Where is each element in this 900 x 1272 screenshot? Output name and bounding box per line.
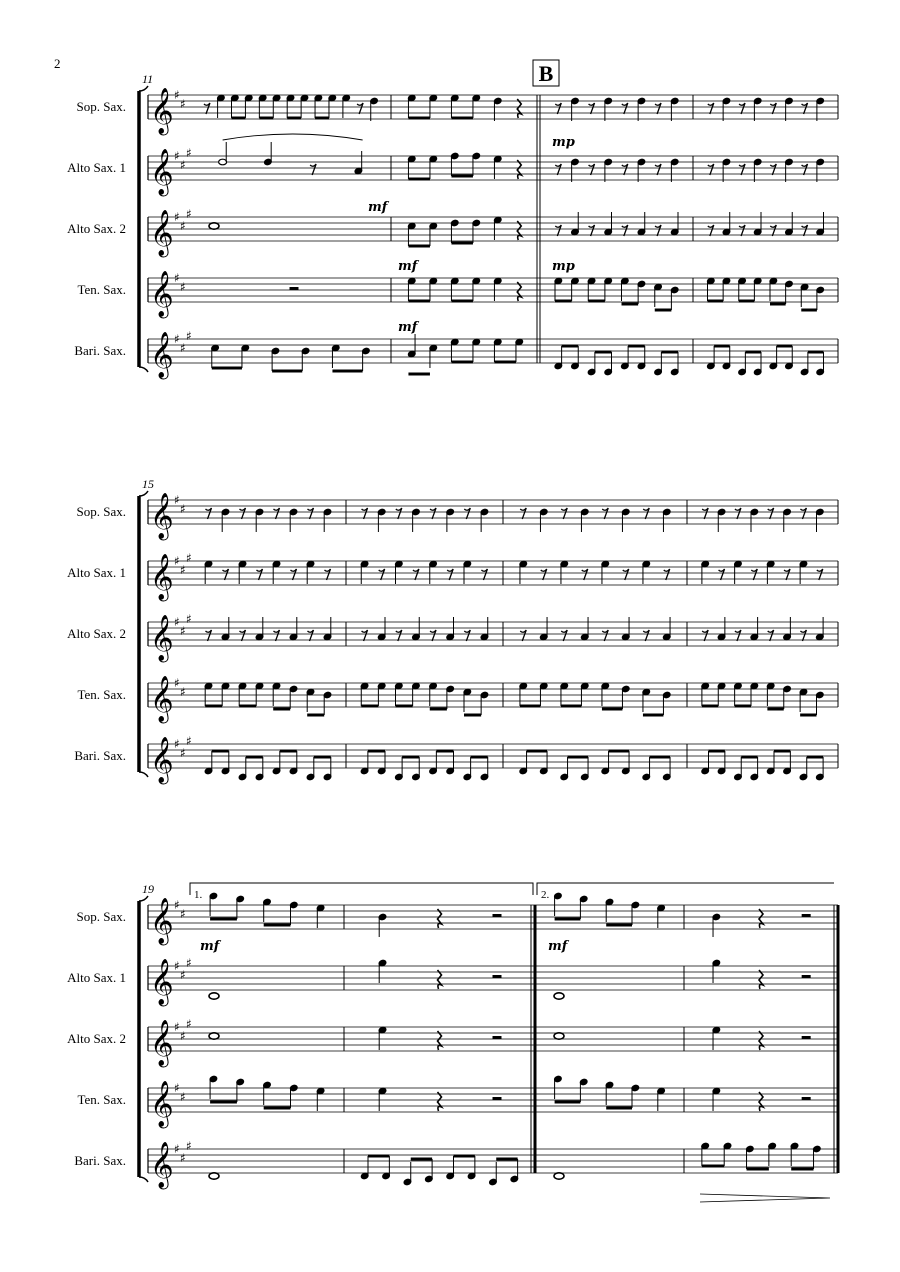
staff (148, 676, 838, 724)
instrument-name: Ten. Sax. (77, 687, 126, 702)
staff (148, 329, 838, 380)
treble-clef-icon: 𝄞 (150, 1142, 174, 1188)
rest-icon (517, 221, 521, 240)
dynamic-marking: mf (398, 320, 418, 335)
note-icon (209, 223, 219, 229)
sharp-icon: ♯ (180, 502, 186, 516)
treble-clef-icon: 𝄞 (150, 493, 174, 539)
rest-icon (430, 508, 436, 519)
instrument-name: Alto Sax. 1 (67, 970, 126, 985)
sharp-icon: ♯ (180, 746, 186, 760)
treble-clef-icon: 𝄞 (150, 210, 174, 256)
rest-icon (561, 630, 567, 641)
rest-icon (561, 508, 567, 519)
instrument-name: Bari. Sax. (74, 343, 126, 358)
rest-icon (589, 164, 595, 175)
volta-label: 2. (541, 889, 550, 901)
system (139, 491, 838, 785)
rest-icon (664, 569, 670, 580)
rest-icon (206, 508, 212, 519)
sharp-icon: ♯ (180, 907, 186, 921)
rest-icon (770, 103, 776, 114)
rest-icon (802, 1097, 811, 1100)
rest-icon (520, 630, 526, 641)
sharp-icon: ♯ (174, 676, 180, 690)
staff (148, 271, 838, 319)
instrument-name: Sop. Sax. (76, 504, 126, 519)
rest-icon (290, 287, 299, 290)
rest-icon (589, 103, 595, 114)
rest-icon (438, 1092, 442, 1111)
sharp-icon: ♯ (180, 624, 186, 638)
rest-icon (655, 225, 661, 236)
rest-icon (240, 630, 246, 641)
treble-clef-icon: 𝄞 (150, 898, 174, 944)
sharp-icon: ♯ (186, 329, 192, 343)
rest-icon (759, 1092, 763, 1111)
rest-icon (517, 99, 521, 118)
rest-icon (555, 164, 561, 175)
rest-icon (770, 225, 776, 236)
instrument-name: Sop. Sax. (76, 99, 126, 114)
note-icon (219, 159, 227, 165)
volta-bracket-2 (537, 883, 834, 895)
sharp-icon: ♯ (180, 1090, 186, 1104)
rest-icon (493, 914, 502, 917)
rest-icon (257, 569, 263, 580)
staff (148, 1075, 838, 1129)
rest-icon (413, 569, 419, 580)
instrument-name: Alto Sax. 2 (67, 221, 126, 236)
sharp-icon: ♯ (180, 97, 186, 111)
note-icon (209, 993, 219, 999)
staff (148, 892, 838, 946)
treble-clef-icon: 𝄞 (150, 149, 174, 195)
rest-icon (719, 569, 725, 580)
sharp-icon: ♯ (186, 146, 192, 160)
instrument-name: Sop. Sax. (76, 909, 126, 924)
instrument-name: Bari. Sax. (74, 748, 126, 763)
sharp-icon: ♯ (186, 1017, 192, 1031)
sharp-icon: ♯ (174, 959, 180, 973)
instrument-name: Ten. Sax. (77, 282, 126, 297)
rest-icon (430, 630, 436, 641)
rest-icon (622, 103, 628, 114)
staff (148, 956, 838, 1007)
treble-clef-icon: 𝄞 (150, 676, 174, 722)
dynamic-marking: mf (548, 939, 568, 954)
staff (148, 612, 838, 663)
dynamic-marking: mf (398, 259, 418, 274)
diminuendo-hairpin (700, 1194, 830, 1202)
rest-icon (643, 508, 649, 519)
rest-icon (602, 630, 608, 641)
rest-icon (802, 1036, 811, 1039)
treble-clef-icon: 𝄞 (150, 1081, 174, 1127)
rest-icon (517, 160, 521, 179)
rest-icon (802, 225, 808, 236)
bracket-hook (139, 86, 148, 91)
rest-icon (493, 1097, 502, 1100)
rest-icon (438, 970, 442, 989)
rest-icon (784, 569, 790, 580)
sharp-icon: ♯ (180, 158, 186, 172)
rest-icon (708, 164, 714, 175)
staff (148, 1139, 838, 1190)
rest-icon (555, 225, 561, 236)
instrument-name: Ten. Sax. (77, 1092, 126, 1107)
rest-icon (325, 569, 331, 580)
sharp-icon: ♯ (180, 341, 186, 355)
rest-icon (308, 630, 314, 641)
note-icon (554, 993, 564, 999)
rest-icon (708, 225, 714, 236)
bracket-hook (139, 491, 148, 496)
rest-icon (802, 975, 811, 978)
sharp-icon: ♯ (174, 737, 180, 751)
rest-icon (582, 569, 588, 580)
treble-clef-icon: 𝄞 (150, 88, 174, 134)
sharp-icon: ♯ (174, 1020, 180, 1034)
rest-icon (800, 630, 806, 641)
rest-icon (759, 1031, 763, 1050)
dynamic-marking: mf (200, 939, 220, 954)
rest-icon (739, 103, 745, 114)
note-icon (554, 1173, 564, 1179)
sharp-icon: ♯ (180, 280, 186, 294)
note-icon (554, 1033, 564, 1039)
sharp-icon: ♯ (174, 898, 180, 912)
rest-icon (396, 508, 402, 519)
sharp-icon: ♯ (186, 956, 192, 970)
dynamic-marking: mf (368, 200, 388, 215)
sharp-icon: ♯ (180, 1151, 186, 1165)
rest-icon (308, 508, 314, 519)
rest-icon (735, 508, 741, 519)
note-icon (209, 1033, 219, 1039)
sharp-icon: ♯ (180, 563, 186, 577)
rest-icon (240, 508, 246, 519)
staff (148, 1017, 838, 1068)
volta-label: 1. (194, 889, 203, 901)
rest-icon (602, 508, 608, 519)
sharp-icon: ♯ (174, 149, 180, 163)
system (139, 86, 838, 380)
staff (148, 551, 838, 602)
sharp-icon: ♯ (186, 207, 192, 221)
sharp-icon: ♯ (174, 615, 180, 629)
staff (148, 734, 838, 785)
treble-clef-icon: 𝄞 (150, 959, 174, 1005)
system (139, 892, 838, 1190)
rest-icon (291, 569, 297, 580)
rest-icon (768, 630, 774, 641)
rest-icon (759, 970, 763, 989)
rest-icon (739, 225, 745, 236)
rest-icon (206, 630, 212, 641)
sharp-icon: ♯ (186, 734, 192, 748)
sharp-icon: ♯ (174, 554, 180, 568)
rehearsal-mark: B (538, 61, 554, 86)
rest-icon (447, 569, 453, 580)
sharp-icon: ♯ (174, 88, 180, 102)
instrument-name: Alto Sax. 1 (67, 565, 126, 580)
rest-icon (589, 225, 595, 236)
staff (148, 134, 838, 197)
sharp-icon: ♯ (186, 1139, 192, 1153)
rest-icon (622, 164, 628, 175)
rest-icon (274, 630, 280, 641)
sharp-icon: ♯ (174, 332, 180, 346)
rest-icon (493, 975, 502, 978)
measure-number: 15 (142, 477, 154, 491)
rest-icon (802, 914, 811, 917)
sharp-icon: ♯ (186, 551, 192, 565)
rest-icon (541, 569, 547, 580)
rest-icon (517, 282, 521, 301)
treble-clef-icon: 𝄞 (150, 615, 174, 661)
sharp-icon: ♯ (180, 968, 186, 982)
rest-icon (379, 569, 385, 580)
rest-icon (362, 508, 368, 519)
bracket-hook (139, 772, 148, 777)
note-icon (209, 1173, 219, 1179)
rest-icon (223, 569, 229, 580)
page-number: 2 (54, 56, 61, 71)
sharp-icon: ♯ (180, 685, 186, 699)
rest-icon (751, 569, 757, 580)
sharp-icon: ♯ (174, 1081, 180, 1095)
rest-icon (357, 103, 363, 114)
rest-icon (438, 909, 442, 928)
rest-icon (362, 630, 368, 641)
sharp-icon: ♯ (174, 1142, 180, 1156)
rest-icon (396, 630, 402, 641)
rest-icon (759, 909, 763, 928)
instrument-name: Bari. Sax. (74, 1153, 126, 1168)
staff (148, 88, 838, 136)
rest-icon (555, 103, 561, 114)
treble-clef-icon: 𝄞 (150, 332, 174, 378)
rest-icon (622, 225, 628, 236)
rest-icon (655, 103, 661, 114)
rest-icon (768, 508, 774, 519)
rest-icon (702, 630, 708, 641)
sharp-icon: ♯ (174, 210, 180, 224)
rest-icon (204, 103, 210, 114)
tie-slur (223, 134, 363, 140)
treble-clef-icon: 𝄞 (150, 271, 174, 317)
bracket-hook (139, 367, 148, 372)
rest-icon (464, 508, 470, 519)
instrument-name: Alto Sax. 2 (67, 626, 126, 641)
rest-icon (802, 164, 808, 175)
instrument-name: Alto Sax. 1 (67, 160, 126, 175)
rest-icon (464, 630, 470, 641)
rest-icon (438, 1031, 442, 1050)
rest-icon (702, 508, 708, 519)
sharp-icon: ♯ (174, 493, 180, 507)
sharp-icon: ♯ (174, 271, 180, 285)
bracket-hook (139, 896, 148, 901)
rest-icon (274, 508, 280, 519)
rest-icon (800, 508, 806, 519)
rest-icon (655, 164, 661, 175)
rest-icon (802, 103, 808, 114)
dynamic-marking: mp (552, 259, 575, 274)
volta-bracket-1 (190, 883, 533, 895)
rest-icon (643, 630, 649, 641)
measure-number: 11 (142, 72, 154, 86)
instrument-name: Alto Sax. 2 (67, 1031, 126, 1046)
rest-icon (817, 569, 823, 580)
rest-icon (481, 569, 487, 580)
measure-number: 19 (142, 882, 154, 896)
treble-clef-icon: 𝄞 (150, 1020, 174, 1066)
rest-icon (739, 164, 745, 175)
rest-icon (735, 630, 741, 641)
rest-icon (520, 508, 526, 519)
sharp-icon: ♯ (186, 612, 192, 626)
treble-clef-icon: 𝄞 (150, 554, 174, 600)
sharp-icon: ♯ (180, 1029, 186, 1043)
treble-clef-icon: 𝄞 (150, 737, 174, 783)
bracket-hook (139, 1177, 148, 1182)
staff (148, 207, 838, 258)
staff (148, 493, 838, 541)
rest-icon (770, 164, 776, 175)
sharp-icon: ♯ (180, 219, 186, 233)
rest-icon (708, 103, 714, 114)
rest-icon (623, 569, 629, 580)
rest-icon (493, 1036, 502, 1039)
rest-icon (310, 164, 316, 175)
dynamic-marking: mp (552, 135, 575, 150)
